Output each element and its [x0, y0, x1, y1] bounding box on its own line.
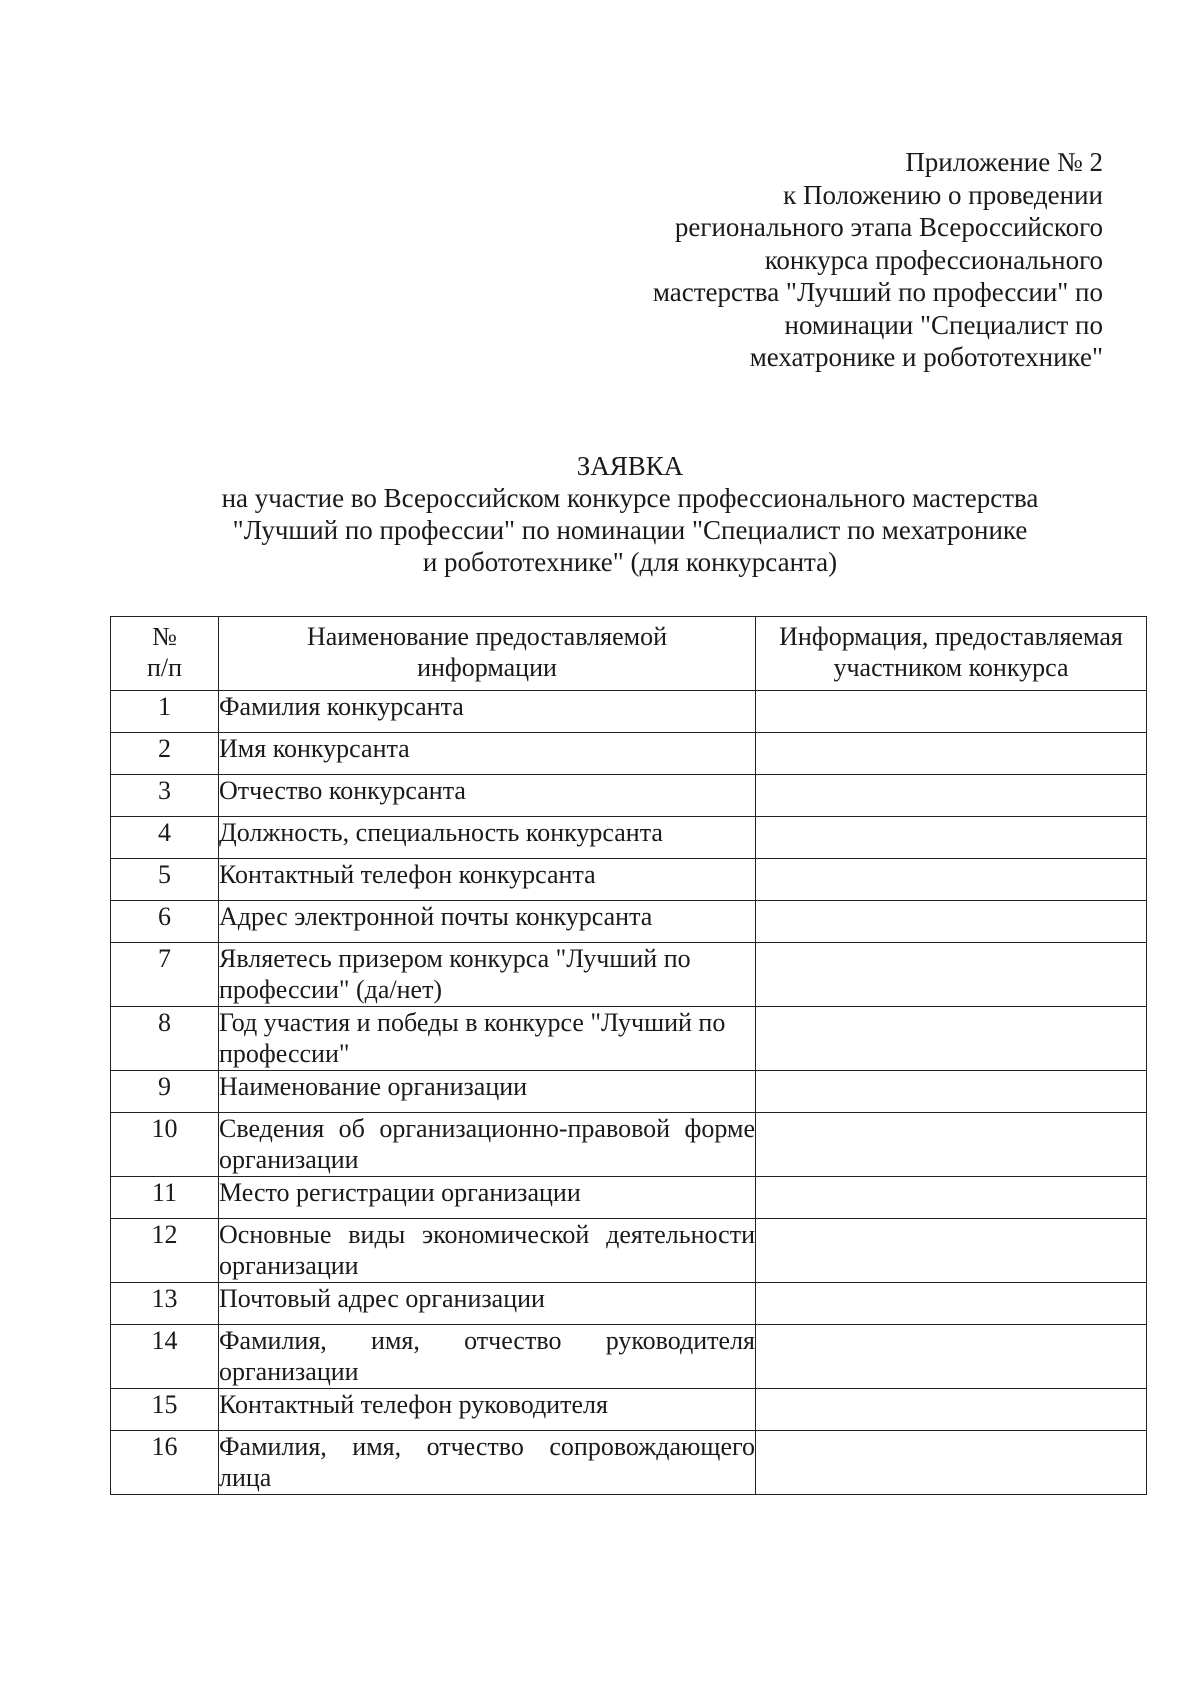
- row-field-name: Почтовый адрес организации: [219, 1283, 756, 1325]
- row-field-name: Адрес электронной почты конкурсанта: [219, 901, 756, 943]
- header-name: [219, 617, 756, 691]
- row-number: 14: [111, 1325, 219, 1389]
- appendix-line: к Положению о проведении: [783, 179, 1103, 210]
- document-subtitle-line: и робототехнике" (для конкурсанта): [422, 547, 838, 577]
- row-info-cell[interactable]: [756, 1219, 1147, 1283]
- row-info-cell[interactable]: [756, 817, 1147, 859]
- row-number: 9: [111, 1071, 219, 1113]
- row-field-name: Фамилия, имя, отчество сопровождающего лица: [219, 1431, 756, 1495]
- table-row: [111, 817, 1147, 859]
- row-number: 7: [111, 943, 219, 1007]
- table-row: [111, 1431, 1147, 1495]
- row-number: 1: [111, 691, 219, 733]
- table-row: [111, 1219, 1147, 1283]
- row-field-name: Должность, специальность конкурсанта: [219, 817, 756, 859]
- row-info-cell[interactable]: [756, 859, 1147, 901]
- row-field-name: Место регистрации организации: [219, 1177, 756, 1219]
- appendix-line: Приложение № 2: [905, 147, 1103, 177]
- document-subtitle-line: "Лучший по профессии" по номинации "Специалист по мехатронике: [232, 515, 1028, 545]
- appendix-line: мастерства "Лучший по профессии" по: [652, 277, 1103, 307]
- document-title: ЗАЯВКА: [576, 451, 684, 481]
- appendix-line: конкурса профессионального: [764, 244, 1103, 275]
- header-num: [111, 617, 219, 691]
- row-info-cell[interactable]: [756, 901, 1147, 943]
- row-number: 12: [111, 1219, 219, 1283]
- row-info-cell[interactable]: [756, 1431, 1147, 1495]
- row-field-name: Являетесь призером конкурса "Лучший по профессии" (да/нет): [219, 943, 756, 1007]
- row-number: 16: [111, 1431, 219, 1495]
- row-field-name: Имя конкурсанта: [219, 733, 756, 775]
- row-number: 13: [111, 1283, 219, 1325]
- row-field-name: Контактный телефон руководителя: [219, 1389, 756, 1431]
- row-number: 2: [111, 733, 219, 775]
- row-field-name: Основные виды экономической деятельности организации: [219, 1219, 756, 1283]
- table-row: [111, 1007, 1147, 1071]
- row-field-name: Год участия и победы в конкурсе "Лучший по профессии": [219, 1007, 756, 1071]
- row-number: 3: [111, 775, 219, 817]
- table-header-row: [111, 617, 1147, 691]
- table-row: [111, 775, 1147, 817]
- appendix-line: мехатронике и робототехнике": [749, 342, 1103, 372]
- appendix-line: регионального этапа Всероссийского: [674, 212, 1103, 242]
- row-number: 6: [111, 901, 219, 943]
- row-info-cell[interactable]: [756, 1007, 1147, 1071]
- header-info: [756, 617, 1147, 691]
- header-info-line: участником конкурса: [833, 653, 1069, 682]
- document-subtitle-line: на участие во Всероссийском конкурсе профессионального мастерства: [221, 483, 1039, 513]
- appendix-reference: [653, 146, 1103, 374]
- row-info-cell[interactable]: [756, 1325, 1147, 1389]
- table-row: [111, 1113, 1147, 1177]
- table-row: [111, 1325, 1147, 1389]
- row-field-name: Фамилия, имя, отчество руководителя организации: [219, 1325, 756, 1389]
- row-field-name: Контактный телефон конкурсанта: [219, 859, 756, 901]
- header-info-line: Информация, предоставляемая: [779, 622, 1123, 651]
- row-info-cell[interactable]: [756, 943, 1147, 1007]
- row-number: 10: [111, 1113, 219, 1177]
- row-info-cell[interactable]: [756, 1113, 1147, 1177]
- row-number: 11: [111, 1177, 219, 1219]
- row-field-name: Сведения об организационно-правовой форме организации: [219, 1113, 756, 1177]
- table-row: [111, 1389, 1147, 1431]
- table-row: [111, 943, 1147, 1007]
- header-num-line: п/п: [146, 653, 183, 682]
- header-name-line: Наименование предоставляемой: [306, 622, 667, 651]
- row-field-name: Отчество конкурсанта: [219, 775, 756, 817]
- row-info-cell[interactable]: [756, 691, 1147, 733]
- table-row: [111, 691, 1147, 733]
- row-number: 8: [111, 1007, 219, 1071]
- row-field-name: Наименование организации: [219, 1071, 756, 1113]
- table-row: [111, 1177, 1147, 1219]
- header-name-line: информации: [417, 653, 557, 682]
- header-num-line: №: [152, 622, 177, 651]
- table-row: [111, 901, 1147, 943]
- row-number: 5: [111, 859, 219, 901]
- appendix-line: номинации "Специалист по: [784, 309, 1103, 340]
- row-number: 15: [111, 1389, 219, 1431]
- row-info-cell[interactable]: [756, 1071, 1147, 1113]
- row-info-cell[interactable]: [756, 775, 1147, 817]
- table-row: [111, 733, 1147, 775]
- row-info-cell[interactable]: [756, 1389, 1147, 1431]
- row-field-name: Фамилия конкурсанта: [219, 691, 756, 733]
- table-row: [111, 1071, 1147, 1113]
- row-number: 4: [111, 817, 219, 859]
- row-info-cell[interactable]: [756, 733, 1147, 775]
- table-row: [111, 1283, 1147, 1325]
- table-row: [111, 859, 1147, 901]
- row-info-cell[interactable]: [756, 1283, 1147, 1325]
- row-info-cell[interactable]: [756, 1177, 1147, 1219]
- document-heading: [0, 450, 1200, 578]
- application-form-table: [110, 616, 1147, 1495]
